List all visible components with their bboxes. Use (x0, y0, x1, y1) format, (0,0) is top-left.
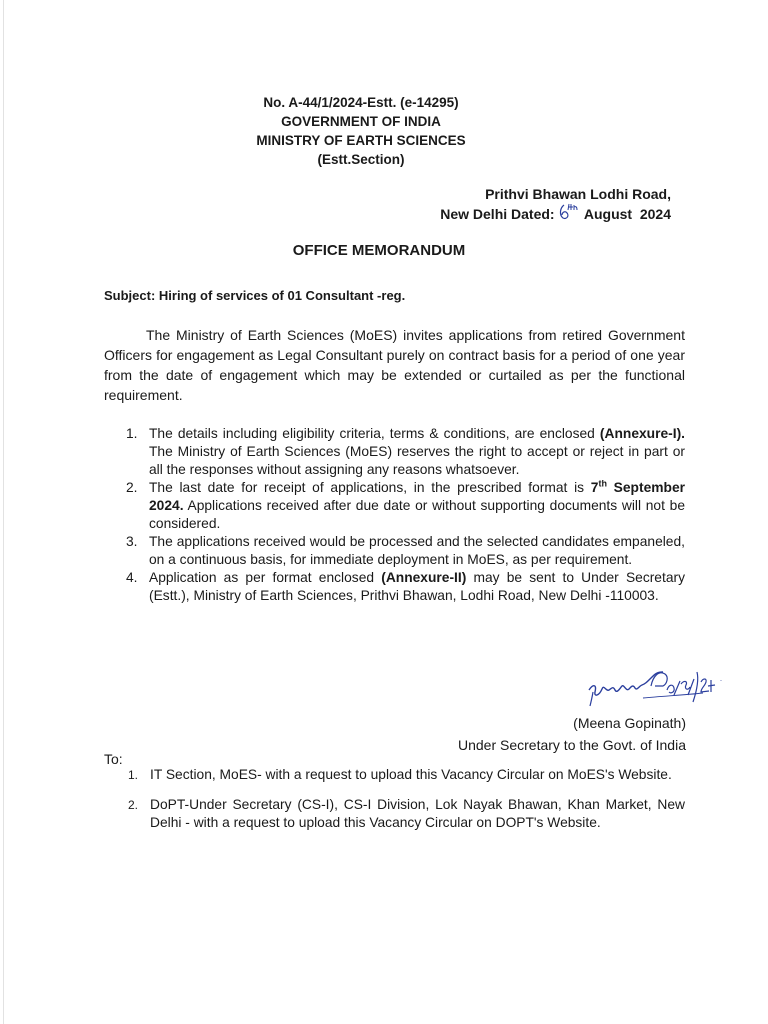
intro-paragraph: The Ministry of Earth Sciences (MoES) invites applications from retired Government Officers for engagement as Legal Consultant purely on contract basis for a period of one year from the date of engagement which may be extended or curtailed as per the functional requirement. (104, 327, 685, 403)
subject-line: Subject: Hiring of services of 01 Consultant -reg. (104, 288, 406, 303)
signer-name: (Meena Gopinath) (573, 715, 686, 731)
dated-month-year: August 2024 (583, 206, 671, 222)
list-item: 1. The details including eligibility criteria, terms & conditions, are enclosed (Annexure-I). The Ministry of Earth Sciences (MoES) reserves the right to accept or reject in part or all the responses without assigning any reasons whatsoever. (126, 426, 685, 477)
list-item: 3. The applications received would be processed and the selected candidates empaneled, on a continuous basis, for immediate deployment in MoES, as per requirement. (126, 534, 685, 567)
to-label: To: (104, 751, 123, 767)
date-line (440, 204, 671, 224)
letterhead (0, 93, 768, 169)
recipients-list (128, 766, 685, 832)
dated-label: New Delhi Dated: (440, 206, 555, 222)
terms-list (126, 425, 685, 605)
section-line: (Estt.Section) (317, 152, 405, 167)
list-item: 2. The last date for receipt of applications, in the prescribed format is 7th September 2024. Applications received after due date or without supporting documents will not be considered. (126, 478, 685, 531)
list-item: 1. IT Section, MoES- with a request to upload this Vacancy Circular on MoES's Website. (128, 767, 672, 782)
list-item: 4. Application as per format enclosed (Annexure-II) may be sent to Under Secretary (Estt.), Ministry of Earth Sciences, Prithvi Bhawan, Lodhi Road, New Delhi -110003. (126, 570, 685, 603)
government-line: GOVERNMENT OF INDIA (281, 114, 441, 129)
file-number: No. A-44/1/2024-Estt. (e-14295) (263, 95, 459, 110)
handwritten-signature (585, 662, 745, 712)
address-block (440, 184, 671, 224)
list-item: 2. DoPT-Under Secretary (CS-I), CS-I Division, Lok Nayak Bhawan, Khan Market, New Delhi - with a request to upload this Vacancy Circular on DOPT's Website. (128, 797, 685, 830)
memo-title: OFFICE MEMORANDUM (292, 242, 466, 259)
ministry-line: MINISTRY OF EARTH SCIENCES (256, 133, 466, 148)
signature-block (458, 712, 686, 756)
address-line: Prithvi Bhawan Lodhi Road, (485, 186, 671, 202)
signer-designation: Under Secretary to the Govt. of India (457, 737, 686, 753)
